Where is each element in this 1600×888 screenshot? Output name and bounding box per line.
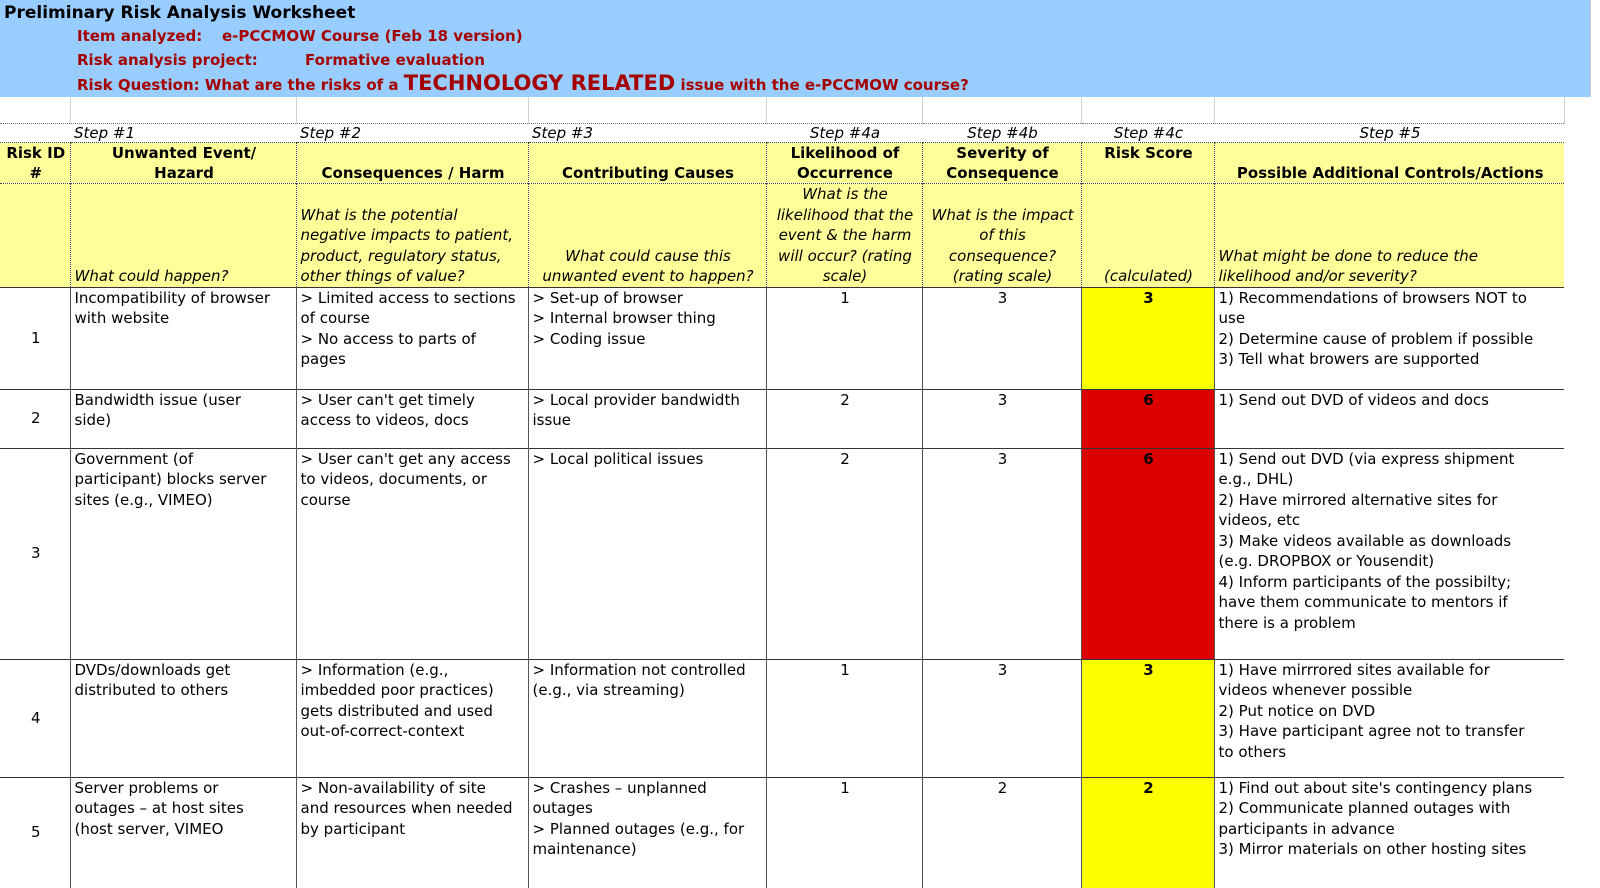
desc-score: (calculated) bbox=[1081, 184, 1214, 288]
controls-cell: 1) Send out DVD of videos and docs bbox=[1214, 389, 1564, 448]
risk-score-cell: 6 bbox=[1081, 389, 1214, 448]
header-score: Risk Score bbox=[1081, 143, 1214, 184]
severity-cell: 3 bbox=[922, 659, 1081, 777]
consequences-cell: > Information (e.g., imbedded poor practices) gets distributed and used out-of-correct-context bbox=[296, 659, 528, 777]
desc-causes: What could cause this unwanted event to happen? bbox=[528, 184, 766, 288]
likelihood-cell: 1 bbox=[766, 287, 922, 389]
step-2: Step #2 bbox=[296, 124, 528, 143]
likelihood-cell: 2 bbox=[766, 448, 922, 659]
controls-cell: 1) Have mirrrored sites available for videos whenever possible 2) Put notice on DVD 3) Have participant agree not to transfer to others bbox=[1214, 659, 1564, 777]
likelihood-cell: 1 bbox=[766, 777, 922, 888]
header-event: Unwanted Event/ Hazard bbox=[70, 143, 296, 184]
project-value: Formative evaluation bbox=[305, 51, 485, 69]
risk-question bbox=[77, 71, 969, 95]
risk-score-cell: 3 bbox=[1081, 287, 1214, 389]
step-4c: Step #4c bbox=[1081, 124, 1214, 143]
blank-row bbox=[0, 97, 1564, 124]
worksheet-banner bbox=[0, 0, 1591, 97]
header-causes: Contributing Causes bbox=[528, 143, 766, 184]
consequences-cell: > Limited access to sections of course > No access to parts of pages bbox=[296, 287, 528, 389]
causes-cell: > Information not controlled (e.g., via streaming) bbox=[528, 659, 766, 777]
header-row bbox=[0, 143, 1564, 184]
item-analyzed-value: e-PCCMOW Course (Feb 18 version) bbox=[222, 27, 523, 45]
header-controls: Possible Additional Controls/Actions bbox=[1214, 143, 1564, 184]
header-risk-id: Risk ID # bbox=[0, 143, 70, 184]
consequences-cell: > User can't get timely access to videos, docs bbox=[296, 389, 528, 448]
step-4b: Step #4b bbox=[922, 124, 1081, 143]
risk-score-cell: 2 bbox=[1081, 777, 1214, 888]
risk-id-cell: 5 bbox=[0, 777, 70, 888]
desc-likelihood: What is the likelihood that the event & the harm will occur? (rating scale) bbox=[766, 184, 922, 288]
table-row bbox=[0, 287, 1564, 389]
causes-cell: > Local political issues bbox=[528, 448, 766, 659]
controls-cell: 1) Recommendations of browsers NOT to use 2) Determine cause of problem if possible 3) Tell what browers are supported bbox=[1214, 287, 1564, 389]
risk-score-cell: 3 bbox=[1081, 659, 1214, 777]
header-consequences: Consequences / Harm bbox=[296, 143, 528, 184]
risk-id-cell: 1 bbox=[0, 287, 70, 389]
event-cell: Government (of participant) blocks server sites (e.g., VIMEO) bbox=[70, 448, 296, 659]
severity-cell: 3 bbox=[922, 448, 1081, 659]
risk-question-emphasis: TECHNOLOGY RELATED bbox=[403, 71, 676, 95]
likelihood-cell: 2 bbox=[766, 389, 922, 448]
table-row bbox=[0, 448, 1564, 659]
controls-cell: 1) Find out about site's contingency plans 2) Communicate planned outages with participants in advance 3) Mirror materials on other hosting sites bbox=[1214, 777, 1564, 888]
description-row bbox=[0, 184, 1564, 288]
event-cell: Incompatibility of browser with website bbox=[70, 287, 296, 389]
event-cell: DVDs/downloads get distributed to others bbox=[70, 659, 296, 777]
header-likelihood: Likelihood of Occurrence bbox=[766, 143, 922, 184]
controls-cell: 1) Send out DVD (via express shipment e.g., DHL) 2) Have mirrored alternative sites for videos, etc 3) Make videos available as downloads (e.g. DROPBOX or Yousendit) 4) Inform participants of the possibilty; have them communicate to mentors if there is a problem bbox=[1214, 448, 1564, 659]
consequences-cell: > User can't get any access to videos, documents, or course bbox=[296, 448, 528, 659]
risk-score-cell: 6 bbox=[1081, 448, 1214, 659]
table-row bbox=[0, 777, 1564, 888]
worksheet-title: Preliminary Risk Analysis Worksheet bbox=[4, 3, 356, 23]
steps-row bbox=[0, 124, 1564, 143]
desc-consequences: What is the potential negative impacts to patient, product, regulatory status, other things of value? bbox=[296, 184, 528, 288]
table-row bbox=[0, 389, 1564, 448]
likelihood-cell: 1 bbox=[766, 659, 922, 777]
severity-cell: 3 bbox=[922, 389, 1081, 448]
step-4a: Step #4a bbox=[766, 124, 922, 143]
severity-cell: 2 bbox=[922, 777, 1081, 888]
desc-controls: What might be done to reduce the likelihood and/or severity? bbox=[1214, 184, 1564, 288]
step-5: Step #5 bbox=[1214, 124, 1564, 143]
desc-severity: What is the impact of this consequence? (rating scale) bbox=[922, 184, 1081, 288]
risk-id-cell: 2 bbox=[0, 389, 70, 448]
desc-event: What could happen? bbox=[70, 184, 296, 288]
risk-question-prefix: Risk Question: What are the risks of a bbox=[77, 76, 404, 94]
causes-cell: > Crashes – unplanned outages > Planned outages (e.g., for maintenance) bbox=[528, 777, 766, 888]
step-1: Step #1 bbox=[70, 124, 296, 143]
risk-table bbox=[0, 97, 1565, 888]
causes-cell: > Local provider bandwidth issue bbox=[528, 389, 766, 448]
header-severity: Severity of Consequence bbox=[922, 143, 1081, 184]
causes-cell: > Set-up of browser > Internal browser thing > Coding issue bbox=[528, 287, 766, 389]
severity-cell: 3 bbox=[922, 287, 1081, 389]
event-cell: Bandwidth issue (user side) bbox=[70, 389, 296, 448]
item-analyzed-label: Item analyzed: bbox=[77, 27, 203, 45]
consequences-cell: > Non-availability of site and resources when needed by participant bbox=[296, 777, 528, 888]
step-3: Step #3 bbox=[528, 124, 766, 143]
table-row bbox=[0, 659, 1564, 777]
risk-id-cell: 3 bbox=[0, 448, 70, 659]
risk-question-suffix: issue with the e-PCCMOW course? bbox=[675, 76, 969, 94]
project-label: Risk analysis project: bbox=[77, 51, 258, 69]
risk-id-cell: 4 bbox=[0, 659, 70, 777]
event-cell: Server problems or outages – at host sites (host server, VIMEO bbox=[70, 777, 296, 888]
